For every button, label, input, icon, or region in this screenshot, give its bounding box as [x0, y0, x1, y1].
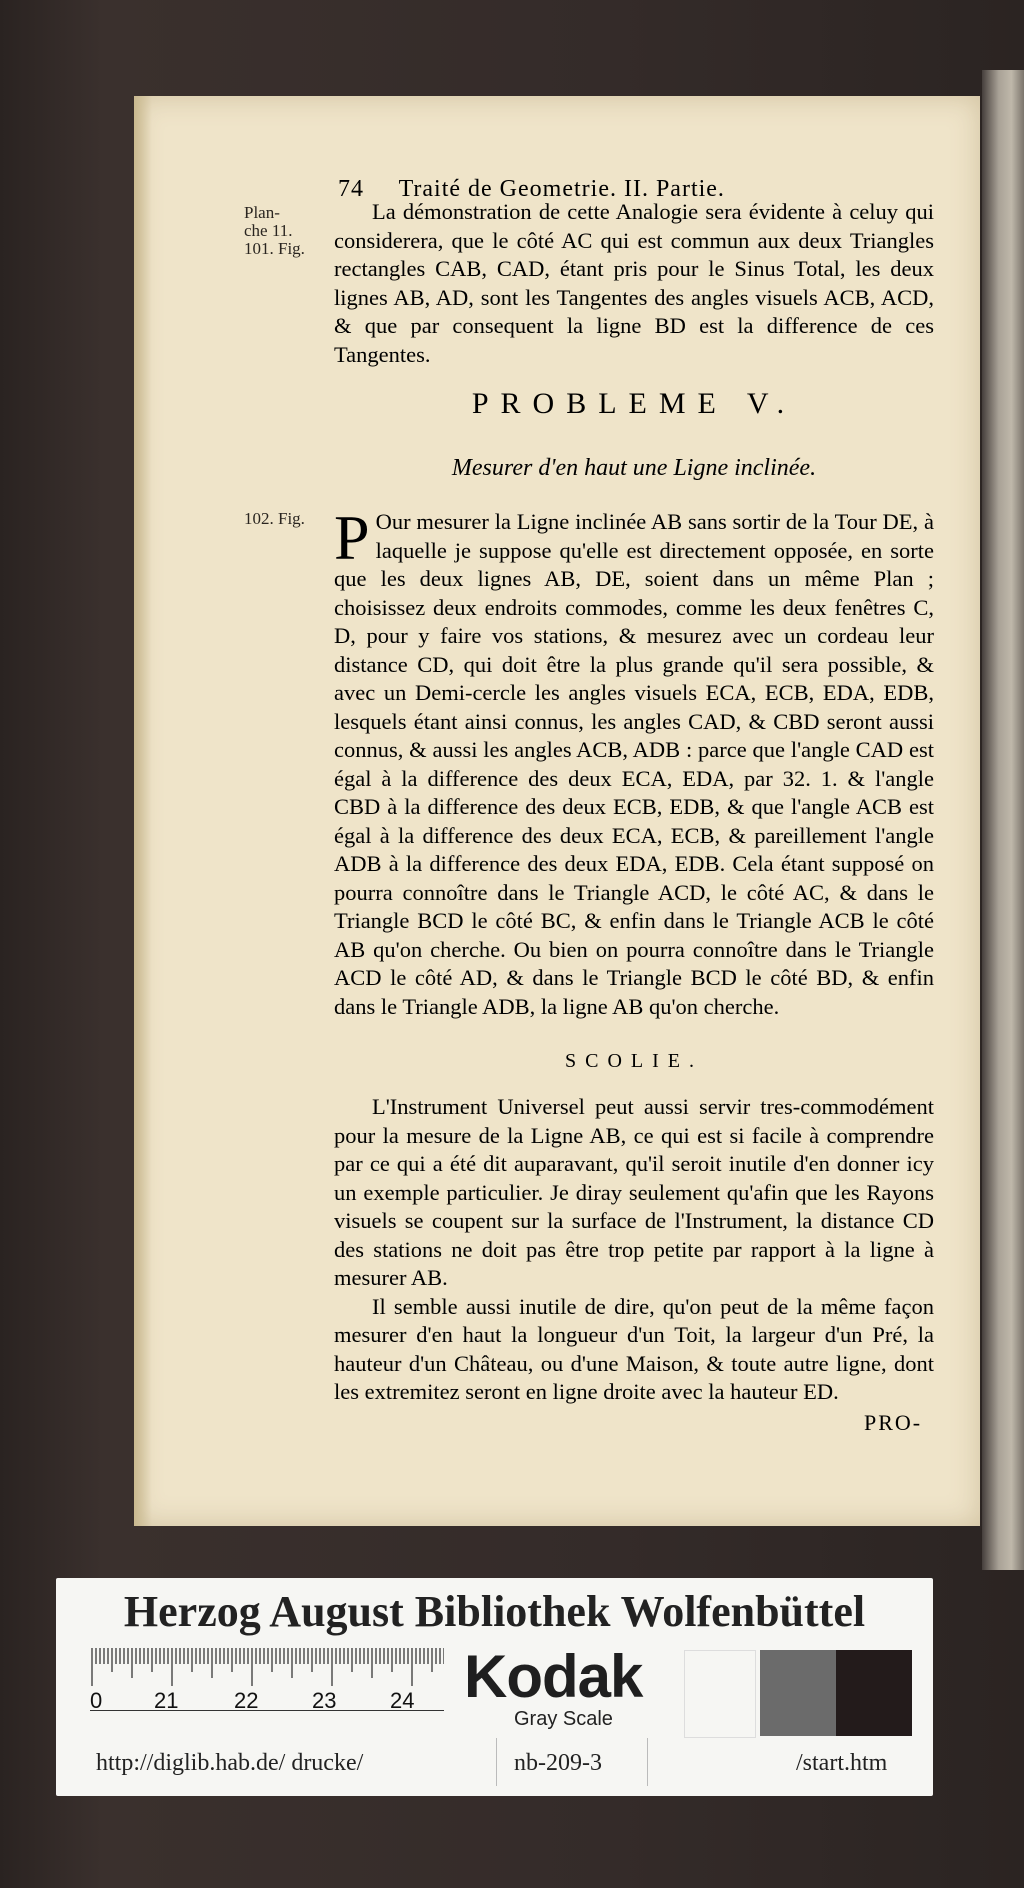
ruler-label: 22: [234, 1688, 259, 1713]
scolie-paragraph: Il semble aussi inutile de dire, qu'on peut de la même façon mesurer d'en haut la longueur d'un Toit, la largeur d'un Pré, la hauteur d'un Château, ou d'une Maison, & toute autre ligne, dont les extremitez seront en ligne droite avec la hauteur ED.: [334, 1293, 934, 1404]
margin-note-line: che 11.: [244, 221, 293, 240]
ruler-label: 23: [312, 1688, 337, 1713]
swatch-gray: [760, 1650, 836, 1736]
scolie-body: [334, 1093, 934, 1407]
ruler-label: 0: [90, 1688, 103, 1713]
margin-note-line: Plan-: [244, 203, 280, 222]
intro-paragraph: La démonstration de cette Analogie sera évidente à celuy qui considerera, que le côté AC qui est commun aux deux Triangles rectangles CAB, CAD, étant pris pour le Sinus Total, les deux lignes AB, AD, sont les Tangentes des angles visuels ACB, ACD, & que par consequent la ligne BD est la difference de ces Tangentes.: [334, 199, 934, 367]
swatch-black: [836, 1650, 912, 1736]
ruler-label: 21: [154, 1688, 179, 1713]
problem-title: PROBLEME V.: [471, 387, 797, 420]
gray-scale-label: Gray Scale: [514, 1708, 613, 1730]
problem-subtitle: Mesurer d'en haut une Ligne inclinée.: [451, 455, 817, 481]
margin-note-line: 102. Fig.: [244, 509, 305, 528]
scolie-heading: SCOLIE.: [565, 1050, 703, 1072]
catchword: PRO-: [864, 1410, 923, 1435]
url-left: http://diglib.hab.de/ drucke/: [96, 1750, 364, 1776]
swatch-white: [684, 1650, 756, 1738]
color-target-strip: [56, 1578, 933, 1796]
page-gutter-shadow: [134, 96, 152, 1526]
ruler-ticks: [90, 1648, 444, 1688]
main-paragraph-text: Our mesurer la Ligne inclinée AB sans sortir de la Tour DE, à laquelle je suppose qu'elle est directement opposée, en sorte que les deux lignes AB, DE, soient dans un même Plan ; choisissez deux endroits commodes, comme les deux fenêtres C, D, pour y faire vos stations, & mesurez avec un cordeau leur distance CD, qui doit être la plus grande qu'il sera possible, & avec un Demi-cercle les angles visuels ECA, ECB, EDA, EDB, lesquels étant ainsi connus, les angles CAD, & CBD seront aussi connus, & aussi les angles ACB, ADB : parce que l'angle CAD est égal à la difference des deux ECA, EDA, par 32. 1. & l'angle CBD à la difference des deux ECB, EDB, & que l'angle ACB est égal à la difference des deux ECA, ECB, & pareillement l'angle ADB à la difference des deux EDA, EDB. Cela étant supposé on pourra connoître dans le Triangle ACD, le côté AC, & dans le Triangle BCD le côté BC, & enfin dans le Triangle ACB le côté AB qu'on cherche. Ou bien on pourra connoître dans le Triangle ACD le côté AD, & dans le Triangle BCD le côté BD, & enfin dans le Triangle ADB, la ligne AB qu'on cherche.: [334, 509, 934, 1019]
page-number: 74: [338, 176, 364, 202]
url-right: /start.htm: [796, 1750, 888, 1776]
library-title: Herzog August Bibliothek Wolfenbüttel: [123, 1587, 866, 1636]
url-mid: nb-209-3: [514, 1750, 602, 1776]
scolie-paragraph: L'Instrument Universel peut aussi servir tres-commodément pour la mesure de la Ligne AB, ce qui est si facile à comprendre par ce qui a été dit auparavant, qu'il seroit inutile d'en donner icy un exemple particulier. Je diray seulement qu'afin que les Rayons visuels se coupent sur la surface de l'Instrument, la distance CD des stations ne doit pas être trop petite par rapport à la ligne à mesurer AB.: [334, 1094, 934, 1290]
kodak-logo: Kodak: [464, 1643, 643, 1710]
margin-note-line: 101. Fig.: [244, 239, 305, 258]
ruler-label: 24: [390, 1688, 415, 1713]
main-paragraph: [334, 502, 934, 1021]
drop-cap: P: [334, 502, 370, 573]
margin-note-figure: [244, 510, 305, 528]
margin-note-plate: [244, 204, 305, 258]
running-head-title: Traité de Geometrie. II. Partie.: [398, 176, 725, 202]
adjacent-page-edge: [982, 70, 1024, 1570]
